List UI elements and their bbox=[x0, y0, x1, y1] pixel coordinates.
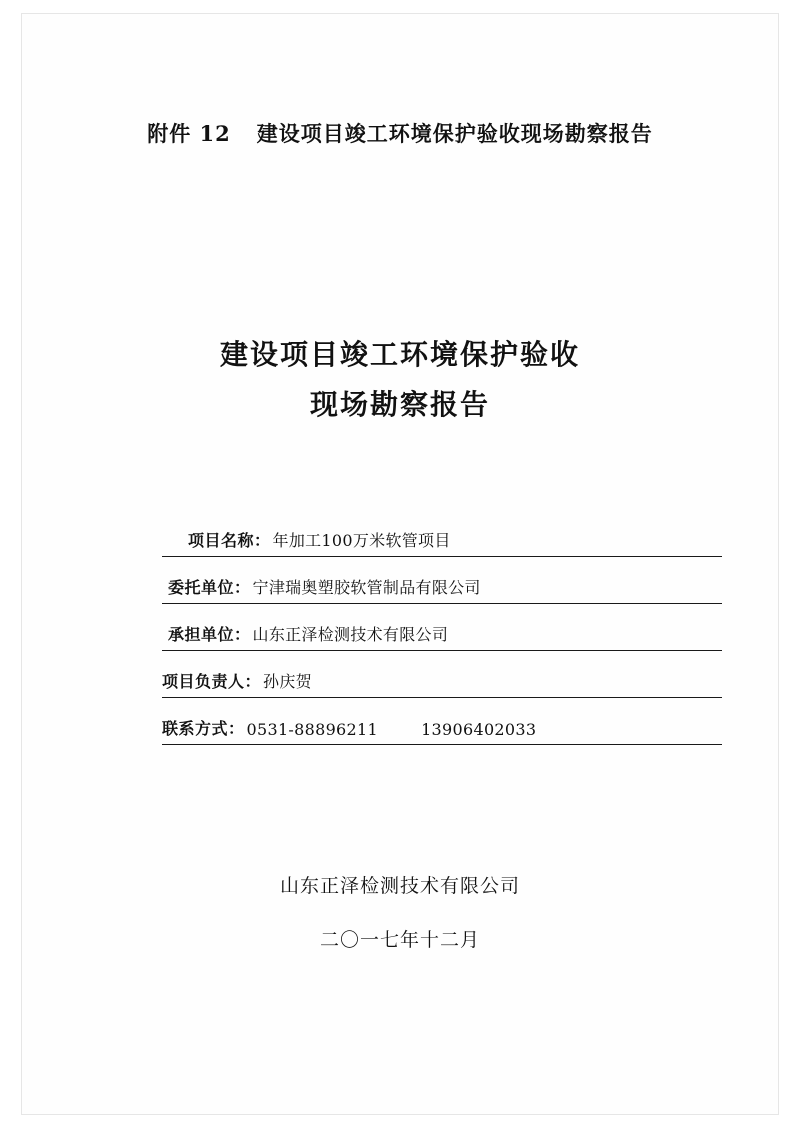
page-sheet bbox=[22, 14, 778, 1114]
field-row-client-unit bbox=[162, 561, 722, 604]
attachment-heading bbox=[22, 118, 778, 148]
label-contact: 联系方式： bbox=[162, 719, 245, 738]
label-undertaking-unit: 承担单位： bbox=[168, 625, 251, 644]
field-row-project-name bbox=[162, 514, 722, 557]
field-row-undertaking-unit bbox=[162, 608, 722, 651]
project-info-fields bbox=[162, 514, 722, 749]
label-project-name: 项目名称： bbox=[188, 531, 271, 550]
footer-organization: 山东正泽检测技术有限公司 bbox=[279, 875, 520, 897]
label-client-unit: 委托单位： bbox=[168, 578, 251, 597]
value-contact: 0531-88896211 13906402033 bbox=[246, 720, 537, 739]
value-project-name: 年加工100万米软管项目 bbox=[272, 531, 451, 550]
attachment-number: 附件 12 bbox=[147, 121, 231, 146]
attachment-title: 建设项目竣工环境保护验收现场勘察报告 bbox=[256, 121, 653, 146]
page-title-line-2: 现场勘察报告 bbox=[309, 388, 490, 421]
field-row-project-leader bbox=[162, 655, 722, 698]
field-row-contact bbox=[162, 702, 722, 745]
value-client-unit: 宁津瑞奥塑胶软管制品有限公司 bbox=[252, 578, 481, 597]
document-footer bbox=[22, 859, 778, 967]
label-project-leader: 项目负责人： bbox=[162, 672, 262, 691]
footer-date: 二〇一七年十二月 bbox=[319, 929, 480, 951]
value-undertaking-unit: 山东正泽检测技术有限公司 bbox=[252, 625, 449, 644]
value-project-leader: 孙庆贺 bbox=[263, 672, 312, 691]
page-title-line-1: 建设项目竣工环境保护验收 bbox=[219, 338, 580, 371]
page-title bbox=[22, 330, 778, 430]
